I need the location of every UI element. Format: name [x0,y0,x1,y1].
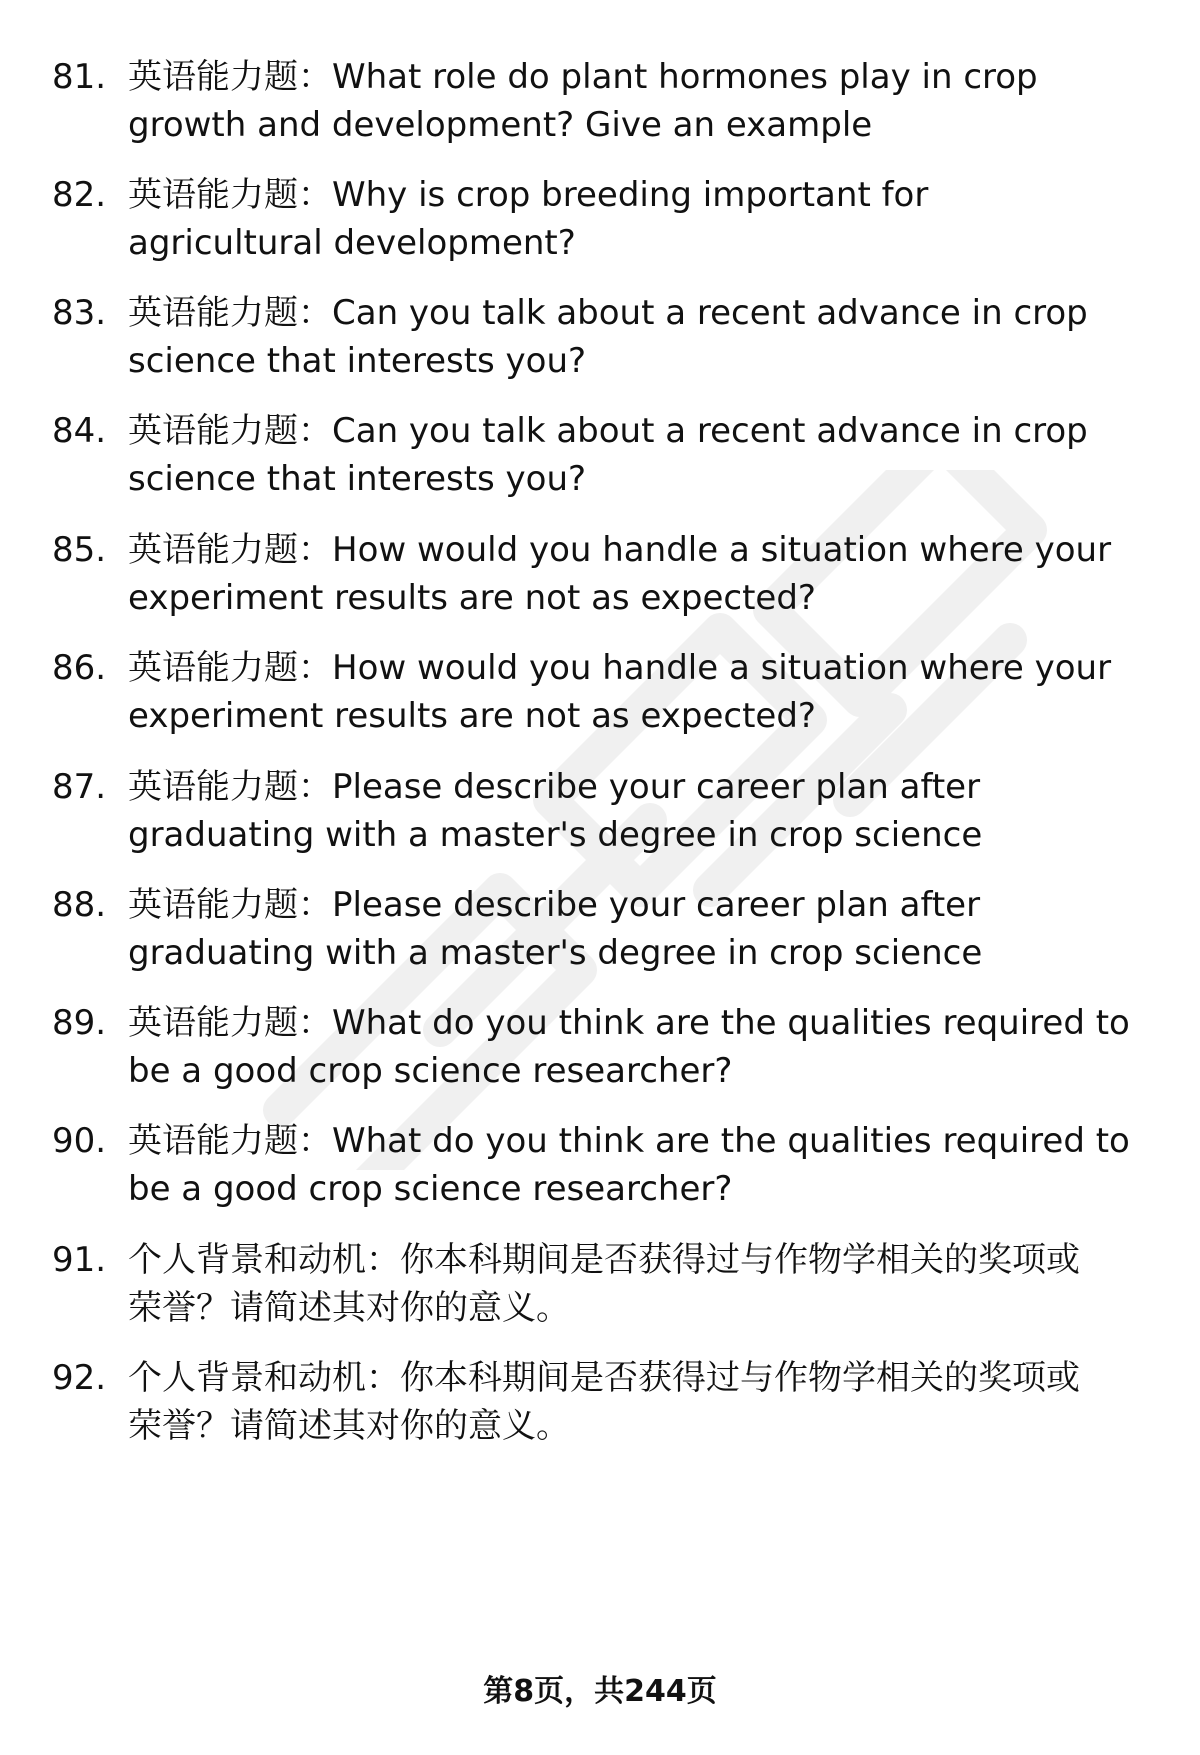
question-item [0,289,1200,389]
question-line: science that interests you? [128,341,587,381]
question-number: 92. [52,1358,107,1398]
question-item [0,1354,1200,1454]
question-line: be a good crop science researcher? [128,1051,733,1091]
question-text [128,526,1178,622]
question-text [128,644,1178,740]
question-item [0,999,1200,1099]
question-number: 89. [52,1003,107,1043]
question-item [0,526,1200,626]
question-line: growth and development? Give an example [128,105,873,145]
question-line: 英语能力题：Can you talk about a recent advance in crop [128,293,1088,333]
question-item [0,1236,1200,1336]
question-item [0,881,1200,981]
question-line: 英语能力题：What do you think are the qualities required to [128,1121,1130,1161]
question-number: 90. [52,1121,107,1161]
question-text [128,763,1178,859]
question-text [128,1354,1178,1450]
question-text [128,1117,1178,1213]
question-item [0,1117,1200,1217]
question-text [128,407,1178,503]
question-number: 86. [52,648,107,688]
question-number: 91. [52,1240,107,1280]
question-line: science that interests you? [128,459,587,499]
question-item [0,763,1200,863]
question-number: 81. [52,57,107,97]
question-number: 87. [52,767,107,807]
question-item [0,53,1200,153]
question-line: graduating with a master's degree in crop science [128,933,983,973]
question-text [128,1236,1178,1332]
question-line: 英语能力题：Please describe your career plan after [128,885,981,925]
question-item [0,171,1200,271]
question-number: 88. [52,885,107,925]
question-number: 83. [52,293,107,333]
question-text [128,289,1178,385]
question-number: 85. [52,530,107,570]
question-item [0,407,1200,507]
question-text [128,999,1178,1095]
question-line: 英语能力题：What do you think are the qualities required to [128,1003,1130,1043]
question-line: experiment results are not as expected? [128,696,816,736]
question-line: 英语能力题：How would you handle a situation where your [128,530,1112,570]
question-line: experiment results are not as expected? [128,578,816,618]
question-line: 荣誉？请简述其对你的意义。 [128,1406,570,1446]
question-text [128,881,1178,977]
question-line: 英语能力题：Can you talk about a recent advance in crop [128,411,1088,451]
question-line: 个人背景和动机：你本科期间是否获得过与作物学相关的奖项或 [128,1358,1080,1398]
question-line: 英语能力题：Why is crop breeding important for [128,175,929,215]
question-number: 84. [52,411,107,451]
question-line: 英语能力题：How would you handle a situation where your [128,648,1112,688]
question-line: 荣誉？请简述其对你的意义。 [128,1288,570,1328]
question-line: 英语能力题：Please describe your career plan after [128,767,981,807]
question-text [128,171,1178,267]
page-number-footer: 第8页，共244页 [483,1674,717,1709]
question-line: graduating with a master's degree in crop science [128,815,983,855]
question-item [0,644,1200,744]
question-line: 个人背景和动机：你本科期间是否获得过与作物学相关的奖项或 [128,1240,1080,1280]
question-number: 82. [52,175,107,215]
question-line: be a good crop science researcher? [128,1169,733,1209]
question-text [128,53,1178,149]
question-line: 英语能力题：What role do plant hormones play in crop [128,57,1038,97]
question-line: agricultural development? [128,223,576,263]
